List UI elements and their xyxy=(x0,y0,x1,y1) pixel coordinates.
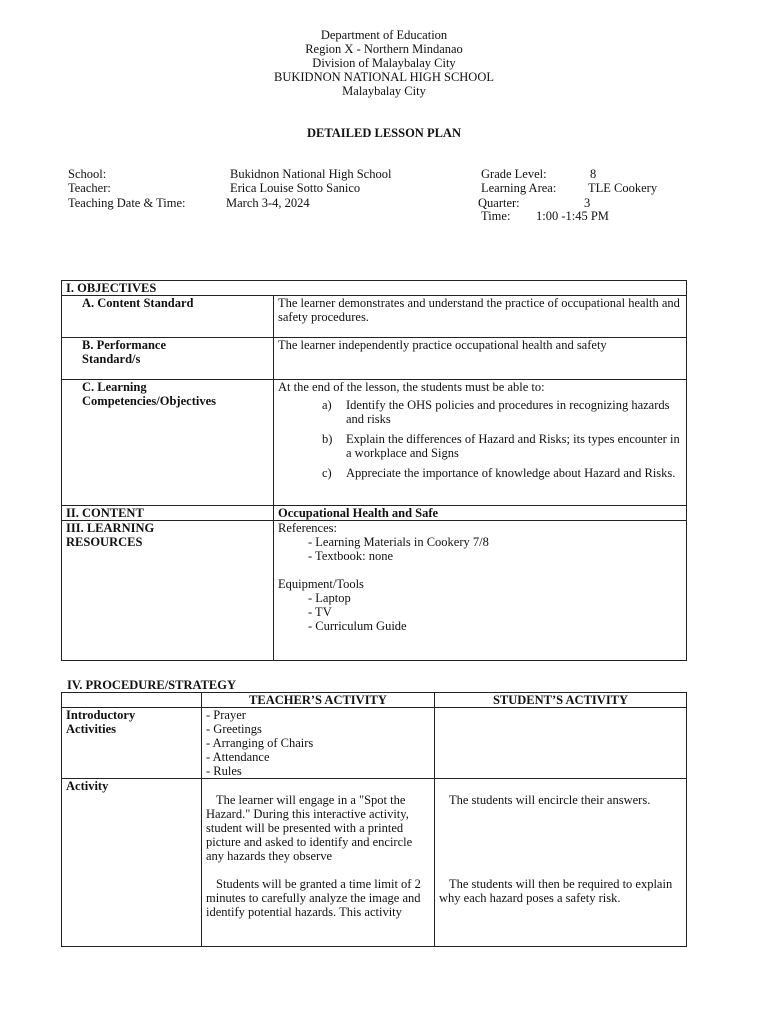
activity-student-cell xyxy=(435,779,687,947)
content-standard-text: The learner demonstrates and understand the practice of occupational health and safety procedures. xyxy=(274,296,687,338)
list-marker: c) xyxy=(322,466,332,480)
competencies-label xyxy=(62,380,274,506)
content-standard-label: A. Content Standard xyxy=(62,296,274,338)
list-item-text: Appreciate the importance of knowledge about Hazard and Risks. xyxy=(346,466,676,480)
performance-standard-text: The learner independently practice occupational health and safety xyxy=(274,338,687,380)
activity-teacher-paragraph: Students will be granted a time limit of 2 minutes to carefully analyze the image and identify potential hazards. This activity xyxy=(206,877,421,919)
school-value: Bukidnon National High School xyxy=(230,167,392,181)
resources-cell xyxy=(274,521,687,661)
competencies-label-line1: C. Learning xyxy=(82,380,147,394)
header-school: BUKIDNON NATIONAL HIGH SCHOOL xyxy=(273,70,494,84)
list-item xyxy=(322,466,682,480)
introductory-label-line1: Introductory xyxy=(66,708,136,722)
time-value: 1:00 -1:45 PM xyxy=(536,209,609,223)
list-item xyxy=(322,398,682,426)
performance-standard-label xyxy=(62,338,274,380)
resources-heading-line1: III. LEARNING xyxy=(66,521,155,535)
activity-label: Activity xyxy=(62,779,202,947)
intro-item: - Attendance xyxy=(206,750,270,764)
equipment-label: Equipment/Tools xyxy=(278,577,364,591)
reference-item: - Learning Materials in Cookery 7/8 xyxy=(308,535,489,549)
quarter-value: 3 xyxy=(584,196,591,210)
teacher-value: Erica Louise Sotto Sanico xyxy=(230,181,361,195)
reference-item: - Textbook: none xyxy=(308,549,393,563)
competencies-cell xyxy=(274,380,687,506)
school-label: School: xyxy=(68,167,107,181)
teacher-label: Teacher: xyxy=(68,181,111,195)
list-marker: b) xyxy=(322,432,333,446)
date-label: Teaching Date & Time: xyxy=(68,196,186,210)
activity-student-paragraph: The students will encircle their answers. xyxy=(449,793,651,807)
list-item-text: Identify the OHS policies and procedures in recognizing hazards and risks xyxy=(346,398,670,426)
equipment-item: - Curriculum Guide xyxy=(308,619,407,633)
performance-label-line2: Standard/s xyxy=(82,352,141,366)
resources-heading xyxy=(62,521,274,661)
student-activity-header: STUDENT’S ACTIVITY xyxy=(435,693,687,708)
grade-value: 8 xyxy=(590,167,597,181)
intro-item: - Prayer xyxy=(206,708,246,722)
header-city: Malaybalay City xyxy=(342,84,426,98)
content-heading: II. CONTENT xyxy=(62,506,274,521)
document-title: DETAILED LESSON PLAN xyxy=(307,126,461,140)
area-label: Learning Area: xyxy=(481,181,557,195)
references-label: References: xyxy=(278,521,337,535)
quarter-label: Quarter: xyxy=(478,196,520,210)
header-department: Department of Education xyxy=(320,28,448,42)
equipment-item: - TV xyxy=(308,605,332,619)
grade-label: Grade Level: xyxy=(481,167,547,181)
competencies-list xyxy=(278,398,682,480)
teacher-activity-header: TEACHER’S ACTIVITY xyxy=(202,693,435,708)
resources-heading-line2: RESOURCES xyxy=(66,535,143,549)
objectives-table xyxy=(61,280,687,661)
intro-item: - Rules xyxy=(206,764,242,778)
procedure-heading: IV. PROCEDURE/STRATEGY xyxy=(67,678,237,692)
intro-item: - Arranging of Chairs xyxy=(206,736,314,750)
list-item-text: Explain the differences of Hazard and Risks; its types encounter in a workplace and Signs xyxy=(346,432,680,460)
objectives-heading: I. OBJECTIVES xyxy=(62,281,687,296)
introductory-teacher-cell xyxy=(202,708,435,779)
area-value: TLE Cookery xyxy=(588,181,658,195)
activity-teacher-paragraph: The learner will engage in a "Spot the Hazard." During this interactive activity, student will be presented with a printed picture and asked to identify and encircle any hazards they observe xyxy=(206,793,413,863)
list-marker: a) xyxy=(322,398,332,412)
procedure-table xyxy=(61,692,687,947)
procedure-blank-header xyxy=(62,693,202,708)
header-division: Division of Malaybalay City xyxy=(312,56,456,70)
header-region: Region X - Northern Mindanao xyxy=(305,42,463,56)
list-item xyxy=(322,432,682,460)
time-label: Time: xyxy=(481,209,511,223)
performance-label-line1: B. Performance xyxy=(82,338,166,352)
intro-item: - Greetings xyxy=(206,722,262,736)
activity-student-paragraph: The students will then be required to explain why each hazard poses a safety risk. xyxy=(439,877,673,905)
equipment-item: - Laptop xyxy=(308,591,351,605)
document-header xyxy=(0,28,768,98)
introductory-student-cell xyxy=(435,708,687,779)
content-value: Occupational Health and Safe xyxy=(274,506,687,521)
introductory-label xyxy=(62,708,202,779)
competencies-label-line2: Competencies/Objectives xyxy=(82,394,216,408)
competencies-intro: At the end of the lesson, the students must be able to: xyxy=(278,380,545,394)
date-value: March 3-4, 2024 xyxy=(226,196,310,210)
activity-teacher-cell xyxy=(202,779,435,947)
introductory-label-line2: Activities xyxy=(66,722,116,736)
